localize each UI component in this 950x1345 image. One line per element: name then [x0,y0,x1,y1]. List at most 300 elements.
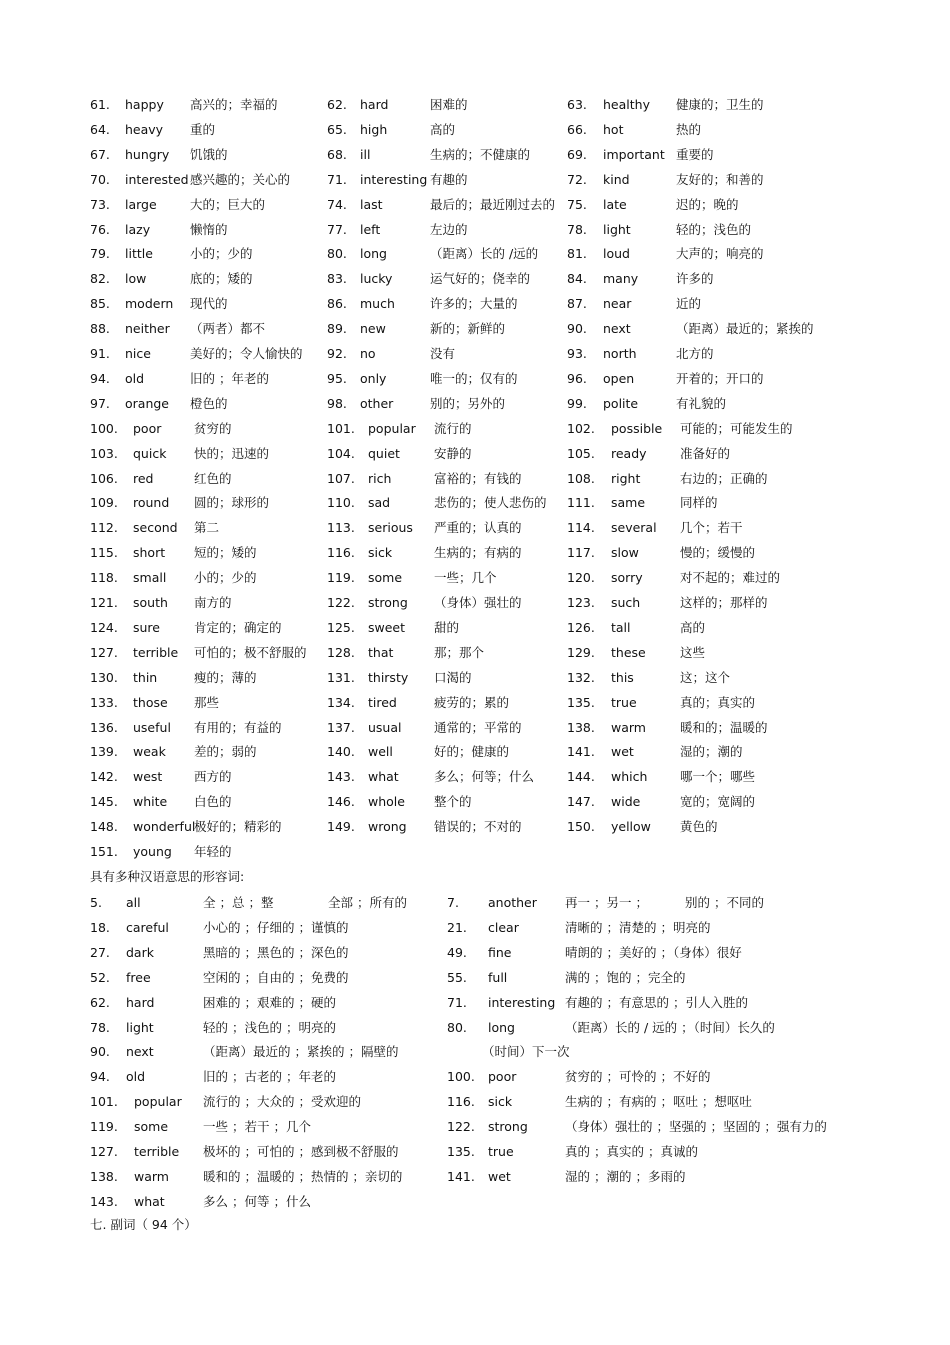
entry-word: strong [368,595,408,610]
entry-meaning: 友好的；和善的 [676,171,764,187]
entry-meaning: 通常的；平常的 [434,719,522,735]
entry-meaning: 小的；少的 [194,570,257,586]
entry-word: several [611,520,657,536]
entry-meaning: 差的；弱的 [194,744,257,760]
entry-number: 116. [447,1094,475,1110]
entry-number: 151. [90,844,118,859]
entry-word: only [360,370,387,386]
entry-number: 74. [327,196,347,212]
entry-number: 111. [567,495,595,511]
entry-number: 97. [90,395,110,411]
entry-number: 55. [447,969,467,985]
entry-number: 119. [90,1119,118,1135]
entry-word: near [603,296,632,312]
entry-number: 149. [327,819,355,835]
entry-meaning: 近的 [676,296,702,312]
entry-number: 144. [567,769,595,785]
entry-meaning: 富裕的；有钱的 [434,470,522,486]
entry-meaning: 那些 [194,694,220,710]
entry-meaning: 饥饿的 [190,146,228,162]
entry-meaning: 再一 ；另一 ； [565,895,648,910]
entry-meaning: 生病的；有病的 [434,545,522,561]
entry-number: 83. [327,271,347,287]
entry-word: short [133,545,166,561]
entry-number: 119. [327,570,355,586]
entry-meaning: 暖和的；温暖的 [680,719,768,735]
entry-meaning: 旧的 ；古老的 ；年老的 [203,1069,336,1085]
entry-word: what [134,1193,165,1209]
entry-meaning: （身体）强壮的 ；坚强的 ；坚固的 ；强有力的 [565,1119,827,1135]
entry-word: round [133,495,170,511]
entry-meaning: 严重的；认真的 [434,520,522,536]
entry-number: 103. [90,445,118,461]
entry-word: neither [125,321,170,337]
entry-word: small [133,570,167,586]
entry-number: 88. [90,321,110,337]
entry-number: 85. [90,296,110,312]
entry-number: 61. [90,97,110,112]
entry-meaning: 轻的 ；浅色的 ；明亮的 [203,1019,336,1035]
entry-meaning: 重要的 [676,146,714,162]
entry-word: free [126,969,151,985]
entry-meaning: 健康的；卫生的 [676,97,764,112]
entry-number: 110. [327,495,355,511]
entry-number: 102. [567,420,595,436]
entry-word: wet [488,1168,511,1184]
entry-word: other [360,395,394,411]
entry-number: 69. [567,146,587,162]
entry-number: 107. [327,470,355,486]
entry-number: 21. [447,919,467,935]
entry-meaning: 空闲的 ；自由的 ；免费的 [203,969,349,985]
entry-meaning: 懒惰的 [190,221,228,237]
entry-word: strong [488,1119,528,1135]
entry-number: 101. [90,1094,118,1110]
entry-meaning: 旧的 ；年老的 [190,370,269,386]
entry-word: sorry [611,570,643,586]
entry-word: full [488,969,508,985]
entry-word: white [133,794,168,810]
entry-meaning: 瘦的；薄的 [194,669,257,685]
entry-meaning: 底的；矮的 [190,271,253,287]
entry-word: long [360,246,387,262]
next-section-heading: 七. 副词（ 94 个） [90,1217,197,1232]
entry-number: 95. [327,370,347,386]
entry-meaning: 有礼貌的 [676,395,727,411]
entry-meaning: 左边的 [430,221,468,237]
entry-meaning: 口渴的 [434,669,472,685]
entry-meaning: 一些 ；若干 ；几个 [203,1119,311,1135]
entry-word: south [133,595,168,610]
entry-word: late [603,196,627,212]
entry-number: 126. [567,619,595,635]
entry-meaning: 暖和的 ；温暖的 ；热情的 ；亲切的 [203,1168,403,1184]
entry-word: sure [133,619,160,635]
entry-number: 87. [567,296,587,312]
entry-meaning: 这样的；那样的 [680,595,768,610]
entry-meaning: 哪一个；哪些 [680,769,756,785]
entry-number: 134. [327,694,355,710]
entry-word: no [360,346,376,361]
entry-number: 106. [90,470,118,486]
entry-number: 49. [447,944,467,960]
entry-word: quiet [368,445,400,461]
entry-number: 80. [447,1019,467,1035]
entry-word: yellow [611,819,651,835]
entry-meaning: 第二 [194,520,220,536]
entry-word: healthy [603,97,650,112]
entry-number: 109. [90,495,118,511]
entry-number: 62. [327,97,347,112]
entry-number: 124. [90,619,118,635]
entry-number: 68. [327,146,347,162]
entry-number: 128. [327,644,355,660]
entry-word: hot [603,121,624,137]
entry-meaning: 甜的 [434,619,460,635]
entry-word: interesting [360,171,428,187]
entry-meaning: （距离）长的 / 远的 ；（时间）长久的 [565,1019,775,1035]
entry-word: new [360,321,386,337]
entry-number: 100. [90,420,118,436]
entry-meaning: 贫穷的 [194,420,232,436]
entry-word: west [133,769,163,785]
entry-number: 138. [90,1168,118,1184]
entry-word: second [133,520,178,536]
entry-number: 65. [327,121,347,137]
entry-number: 62. [90,994,110,1010]
entry-word: high [360,121,388,137]
entry-number: 5. [90,895,102,910]
entry-word: last [360,196,383,212]
entry-number: 112. [90,520,118,536]
entry-number: 133. [90,694,118,710]
entry-meaning: 白色的 [194,794,232,810]
entry-meaning: 可怕的；极不舒服的 [194,644,307,660]
entry-word: thin [133,669,158,685]
entry-number: 91. [90,346,110,361]
entry-number: 73. [90,196,110,212]
entry-word: rich [368,470,392,486]
entry-meaning: 那；那个 [434,644,485,660]
entry-number: 115. [90,545,118,561]
entry-number: 70. [90,171,110,187]
entry-word: same [611,495,646,511]
entry-meaning: 清晰的 ；清楚的 ；明亮的 [565,919,711,935]
entry-meaning: 好的；健康的 [434,744,510,760]
entry-meaning: 快的；迅速的 [194,445,270,461]
entry-meaning: 真的 ；真实的 ；真诚的 [565,1144,698,1159]
entry-word: right [611,470,641,486]
entry-meaning: 这些 [680,644,706,660]
entry-meaning-extra: 别的 ；不同的 [685,895,764,910]
entry-number: 72. [567,171,587,187]
entry-meaning: 热的 [676,121,702,137]
entry-word: popular [134,1094,182,1110]
entry-meaning: 美好的；令人愉快的 [190,346,303,361]
entry-word: careful [126,919,169,935]
entry-meaning: 同样的 [680,495,718,511]
entry-word: true [488,1144,514,1159]
entry-meaning: 橙色的 [190,395,228,411]
entry-word: orange [125,395,169,411]
entry-word: these [611,644,646,660]
entry-meaning: 小的；少的 [190,246,253,262]
entry-meaning: 没有 [430,346,456,361]
entry-word: old [126,1069,146,1085]
entry-meaning: 右边的；正确的 [680,470,768,486]
entry-number: 94. [90,1069,110,1085]
entry-meaning: 唯一的；仅有的 [430,370,518,386]
entry-word: lucky [360,271,393,287]
entry-number: 71. [327,171,347,187]
entry-number: 148. [90,819,118,835]
entry-number: 92. [327,346,347,361]
section-heading: 具有多种汉语意思的形容词: [90,869,245,884]
entry-word: loud [603,246,630,262]
entry-number: 113. [327,520,355,536]
entry-word: open [603,370,635,386]
entry-word: tired [368,694,397,710]
entry-number: 143. [327,769,355,785]
entry-meaning: 准备好的 [680,445,731,461]
entry-number: 120. [567,570,595,586]
entry-number: 67. [90,146,110,162]
entry-meaning: 可能的；可能发生的 [680,420,793,436]
entry-meaning: （身体）强壮的 [434,595,522,610]
entry-word: long [488,1019,515,1035]
entry-number: 139. [90,744,118,760]
entry-meaning: 困难的 ；艰难的 ；硬的 [203,994,336,1010]
entry-number: 93. [567,346,587,361]
entry-word: kind [603,171,630,187]
entry-word: poor [133,420,162,436]
entry-meaning: 迟的；晚的 [676,196,739,212]
entry-meaning: 对不起的；难过的 [680,570,781,586]
entry-meaning: 运气好的；侥幸的 [430,271,531,287]
entry-word: another [488,895,537,910]
entry-number: 96. [567,370,587,386]
entry-number: 99. [567,395,587,411]
entry-word: wonderful [133,819,196,835]
entry-word: which [611,769,648,785]
entry-meaning: 晴朗的 ；美好的 ；（身体）很好 [565,944,742,960]
entry-number: 71. [447,994,467,1010]
entry-number: 131. [327,669,355,685]
entry-word: weak [133,744,166,760]
entry-word: north [603,346,637,361]
entry-word: dark [126,944,154,960]
entry-number: 141. [447,1168,475,1184]
entry-meaning: 有趣的 [430,171,468,187]
entry-meaning: 多么；何等；什么 [434,769,535,785]
entry-number: 142. [90,769,118,785]
entry-number: 104. [327,445,355,461]
entry-number: 135. [447,1144,475,1159]
entry-word: left [360,221,381,237]
entry-word: some [134,1119,169,1135]
entry-meaning: 慢的；缓慢的 [680,545,756,561]
entry-number: 143. [90,1193,118,1209]
entry-word: sad [368,495,391,511]
entry-word: true [611,694,637,710]
entry-meaning: 错误的；不对的 [434,819,522,835]
entry-word: wet [611,744,634,760]
entry-word: modern [125,296,174,312]
entry-meaning: 流行的 [434,420,472,436]
entry-word: large [125,196,157,212]
entry-meaning: 黑暗的 ；黑色的 ；深色的 [203,944,349,960]
entry-number: 84. [567,271,587,287]
entry-word: sick [488,1094,513,1110]
entry-number: 122. [327,595,355,610]
entry-number: 150. [567,819,595,835]
entry-number: 140. [327,744,355,760]
entry-number: 117. [567,545,595,561]
entry-meaning: 有趣的 ；有意思的 ；引人入胜的 [565,994,748,1010]
entry-number: 123. [567,595,595,610]
entry-number: 86. [327,296,347,312]
entry-word: some [368,570,403,586]
entry-word: sick [368,545,393,561]
entry-word: important [603,146,665,162]
entry-number: 52. [90,969,110,985]
entry-number: 77. [327,221,347,237]
entry-number: 100. [447,1069,475,1085]
entry-meaning: 轻的；浅色的 [676,221,752,237]
entry-number: 129. [567,644,595,660]
entry-number: 78. [567,221,587,237]
entry-word: terrible [133,644,179,660]
entry-meaning: 肯定的；确定的 [194,619,282,635]
entry-number: 82. [90,271,110,287]
entry-word: popular [368,420,416,436]
entry-word: lazy [125,221,151,237]
entry-meaning: 现代的 [190,296,228,312]
entry-number: 132. [567,669,595,685]
entry-meaning: 疲劳的；累的 [434,694,510,710]
entry-number: 79. [90,246,110,262]
entry-meaning: 开着的；开口的 [676,370,764,386]
entry-number: 90. [90,1044,110,1060]
entry-meaning: 生病的；不健康的 [430,146,531,162]
entry-number: 80. [327,246,347,262]
entry-number: 101. [327,420,355,436]
entry-word: warm [134,1168,169,1184]
entry-number: 141. [567,744,595,760]
entry-word: whole [368,794,405,810]
entry-meaning: 高的 [430,121,456,137]
entry-number: 90. [567,321,587,337]
entry-word: hard [126,994,155,1010]
entry-meaning: 有用的；有益的 [194,719,282,735]
entry-number: 81. [567,246,587,262]
entry-meaning: 真的；真实的 [680,694,756,710]
entry-meaning: 黄色的 [680,819,718,835]
entry-meaning: 多么 ；何等 ；什么 [203,1193,311,1209]
entry-meaning: 整个的 [434,794,472,810]
entry-meaning: 大声的；响亮的 [676,246,764,262]
entry-word: usual [368,719,402,735]
entry-word: nice [125,346,151,361]
entry-number: 147. [567,794,595,810]
entry-word: much [360,296,395,312]
entry-number: 116. [327,545,355,561]
entry-word: those [133,694,168,710]
entry-meaning: 宽的；宽阔的 [680,794,756,810]
entry-meaning: 悲伤的；使人悲伤的 [434,495,547,511]
entry-word: this [611,669,634,685]
entry-meaning: 生病的 ；有病的 ；呕吐 ；想呕吐 [565,1094,752,1110]
entry-number: 127. [90,644,118,660]
entry-word: wide [611,794,641,810]
entry-word: happy [125,97,164,112]
entry-meaning: 北方的 [676,346,714,361]
entry-number: 127. [90,1144,118,1159]
entry-word: possible [611,420,663,436]
entry-number: 130. [90,669,118,685]
entry-number: 27. [90,944,110,960]
entry-number: 78. [90,1019,110,1035]
entry-word: useful [133,719,171,735]
entry-meaning: 红色的 [194,470,232,486]
entry-word: tall [611,619,631,635]
entry-word: fine [488,944,512,960]
entry-meaning: 高的 [680,619,706,635]
entry-number: 105. [567,445,595,461]
entry-meaning: （距离）最近的；紧挨的 [676,321,814,337]
entry-meaning: （距离）长的 /远的 [430,246,539,262]
entry-meaning: 满的 ；饱的 ；完全的 [565,969,686,985]
entry-meaning: 一些；几个 [434,570,497,586]
entry-word: sweet [368,619,406,635]
entry-number: 145. [90,794,118,810]
entry-meaning: 全 ；总 ；整 [203,895,274,910]
entry-word: little [125,246,153,262]
entry-meaning-extra: （时间）下一次 [482,1044,570,1060]
entry-meaning: 许多的 [676,271,714,287]
entry-number: 114. [567,520,595,536]
entry-word: light [126,1019,154,1035]
entry-number: 136. [90,719,118,735]
entry-word: terrible [134,1144,180,1159]
entry-meaning: 圆的；球形的 [194,495,270,511]
entry-word: wrong [368,819,407,835]
entry-number: 122. [447,1119,475,1135]
entry-word: quick [133,445,167,461]
entry-number: 137. [327,719,355,735]
entry-meaning: 西方的 [194,769,232,785]
entry-word: low [125,271,147,287]
entry-number: 121. [90,595,118,610]
entry-number: 118. [90,570,118,586]
entry-meaning: 湿的；潮的 [680,744,743,760]
entry-meaning: 极坏的 ；可怕的 ；感到极不舒服的 [203,1144,399,1159]
entry-word: clear [488,919,519,935]
entry-number: 125. [327,619,355,635]
entry-word: old [125,370,145,386]
entry-word: warm [611,719,646,735]
entry-meaning: 感兴趣的；关心的 [190,171,291,187]
entry-word: poor [488,1069,517,1085]
entry-meaning: 许多的；大量的 [430,296,518,312]
entry-number: 18. [90,919,110,935]
entry-word: slow [611,545,639,561]
entry-meaning: 新的；新鲜的 [430,321,506,337]
entry-meaning: 极好的；精彩的 [194,819,282,835]
entry-number: 64. [90,121,110,137]
entry-word: red [133,470,154,486]
entry-meaning: 重的 [190,121,216,137]
